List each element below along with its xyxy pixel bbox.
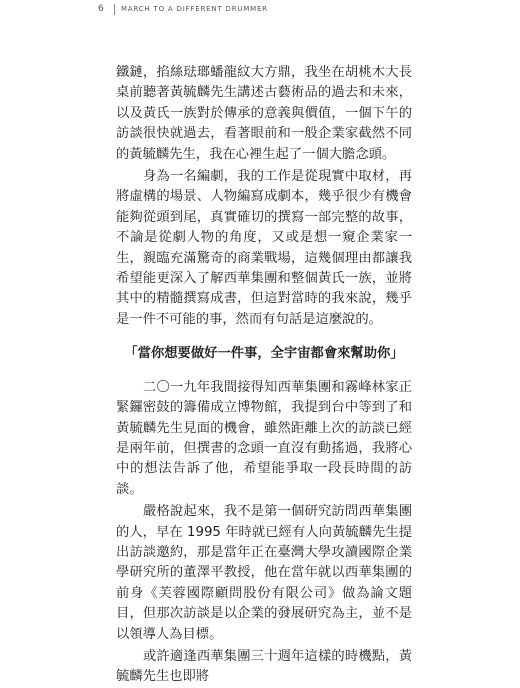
paragraph: 嚴格說起來，我不是第一個研究訪問西華集團的人，早在 1995 年時就已經有人向黃毓麟先生提出訪談邀約，那是當年正在臺灣大學攻讀國際企業學研究所的董澤平教授，他在當年就以西華集團的前身《芙蓉國際顧問股份有限公司》做為論文題目，但那次訪談是以企業的發展研究為主，並不是以領導人為目標。 — [116, 504, 412, 642]
paragraph: 二〇一九年我間接得知西華集團和霧峰林家正緊鑼密鼓的籌備成立博物館，我提到台中等到了和黃毓麟先生見面的機會，雖然距離上次的訪談已經是兩年前，但撰書的念頭一直沒有動搖過，我將心中的想法告訴了他，希望能爭取一段長時間的訪談。 — [116, 379, 412, 497]
header-divider — [114, 4, 115, 15]
paragraph: 或許適逢西華集團三十週年這樣的時機點，黃毓麟先生也即將 — [116, 648, 412, 685]
paragraph: 身為一名編劇，我的工作是從現實中取材，再將虛構的場景、人物編寫成劇本，幾乎很少有機會能夠從頭到尾，真實確切的撰寫一部完整的故事，不論是從劇人物的角度，又或是想一窺企業家一生，親臨充滿驚奇的商業戰場，這幾個理由都讓我希望能更深入了解西華集團和整個黃氏一族，並將其中的精髓撰寫成書，但這對當時的我來說，幾乎是一件不可能的事，然而有句話是這麼說的。 — [116, 169, 412, 327]
page-number: 6 — [98, 4, 104, 14]
paragraph-continued: 鐵鏈，掐絲琺瑯蟠龍紋大方鼎，我坐在胡桃木大長桌前聽著黃毓麟先生講述古藝術品的過去和未來，以及黃氏一族對於傳承的意義與價值，一個下午的訪談很快就過去，看著眼前和一般企業家截然不同的黃毓麟先生，我在心裡生起了一個大膽念頭。 — [116, 65, 412, 162]
page-header — [98, 2, 268, 16]
section-subheading: 「當你想要做好一件事，全宇宙都會來幫助你」 — [124, 346, 404, 362]
body-text — [116, 63, 412, 688]
running-title: MARCH TO A DIFFERENT DRUMMER — [121, 5, 268, 13]
